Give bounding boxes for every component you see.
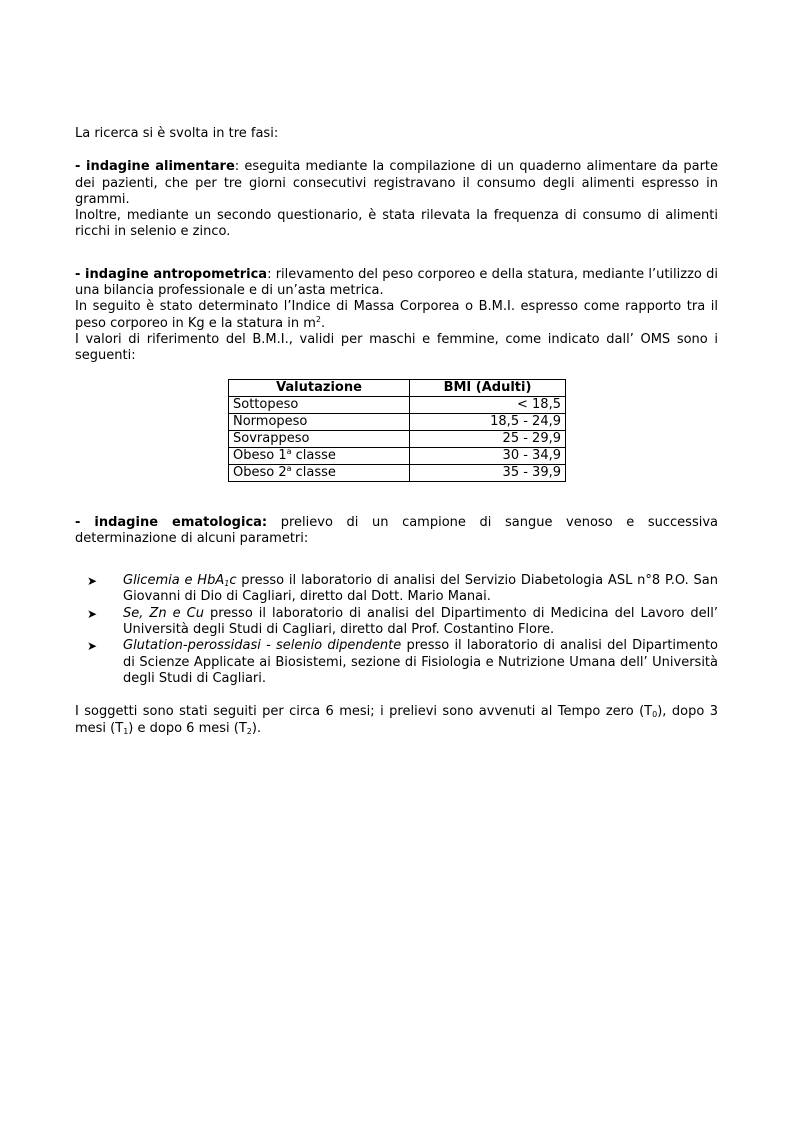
- conclusion-paragraph: I soggetti sono stati seguiti per circa 6 mesi; i prelievi sono avvenuti al Tempo zero $(T_0)$, dopo 3 mesi $(T_1)$ e dopo 6 mesi $(T_2)$.: [75, 704, 718, 736]
- bmi-cell-value: 35 - 39,9: [410, 464, 566, 481]
- bmi-definition-paragraph: In seguito è stato determinato l’Indice di Massa Corporea o B.M.I. espresso come rapporto tra il peso corporeo in Kg e la statura in $m^2$.: [75, 299, 718, 331]
- bmi-reference-paragraph: I valori di riferimento del B.M.I., validi per maschi e femmine, come indicato dall’ OMS sono i seguenti:: [75, 331, 718, 364]
- table-row: [229, 430, 566, 447]
- alimentare-paragraph-2: Inoltre, mediante un secondo questionario, è stata rilevata la frequenza di consumo di alimenti ricchi in selenio e zinco.: [75, 208, 718, 240]
- bmi-cell-label: Obeso 1$^a$ classe: [229, 447, 410, 464]
- document-page: [75, 126, 718, 737]
- intro-paragraph: La ricerca si è svolta in tre fasi:: [75, 126, 279, 141]
- bmi-header-valutazione: Valutazione: [229, 379, 410, 396]
- alimentare-text: : eseguita mediante la compilazione di un quaderno alimentare da parte dei pazienti, che per tre giorni consecutivi registravano il consumo degli alimenti espresso in grammi.: [75, 159, 719, 207]
- ematologica-title: - indagine ematologica:: [75, 514, 268, 530]
- bmi-cell-value: 25 - 29,9: [410, 430, 566, 447]
- bmi-table: [228, 379, 566, 482]
- arrow-bullet-icon: ➤: [87, 574, 98, 589]
- arrow-bullet-icon: ➤: [87, 639, 98, 654]
- bmi-cell-value: 18,5 - 24,9: [410, 413, 566, 430]
- alimentare-title: - indagine alimentare: [75, 159, 235, 175]
- table-row: [229, 413, 566, 430]
- antropometrica-title: - indagine antropometrica: [75, 266, 268, 282]
- bmi-table-header-row: [229, 379, 566, 396]
- bmi-cell-label: Obeso 2$^a$ classe: [229, 464, 410, 481]
- list-item: ➤ Glicemia e HbA$_1$c presso il laboratorio di analisi del Servizio Diabetologia ASL n°8 P.O. San Giovanni di Dio di Cagliari, diretto dal Dott. Mario Manai.: [87, 573, 718, 605]
- bmi-cell-label: Normopeso: [229, 413, 410, 430]
- antropometrica-paragraph: [75, 267, 718, 300]
- bmi-header-bmi: BMI (Adulti): [410, 379, 566, 396]
- alimentare-paragraph: [75, 159, 718, 208]
- list-item: ➤ Se, Zn e Cu presso il laboratorio di analisi del Dipartimento di Medicina del Lavoro dell’ Università degli Studi di Cagliari, diretto dal Prof. Costantino Flore.: [87, 605, 718, 638]
- bmi-cell-value: 30 - 34,9: [410, 447, 566, 464]
- analyses-list: [75, 573, 718, 687]
- antropometrica-text: : rilevamento del peso corporeo e della statura, mediante l’utilizzo di una bilancia professionale e di un’asta metrica.: [75, 266, 718, 299]
- ematologica-text: prelievo di un campione di sangue venoso e successiva determinazione di alcuni parametri:: [75, 514, 718, 546]
- bmi-cell-label: Sovrappeso: [229, 430, 410, 447]
- bmi-cell-label: Sottopeso: [229, 396, 410, 413]
- list-item: ➤ Glutation-perossidasi - selenio dipendente presso il laboratorio di analisi del Dipartimento di Scienze Applicate ai Biosistemi, sezione di Fisiologia e Nutrizione Umana dell’ Università degli Studi di Cagliari.: [87, 638, 718, 686]
- table-row: [229, 447, 566, 464]
- table-row: [229, 396, 566, 413]
- arrow-bullet-icon: ➤: [87, 606, 98, 621]
- bmi-cell-value: < 18,5: [410, 396, 566, 413]
- ematologica-paragraph: [75, 515, 718, 548]
- table-row: [229, 464, 566, 481]
